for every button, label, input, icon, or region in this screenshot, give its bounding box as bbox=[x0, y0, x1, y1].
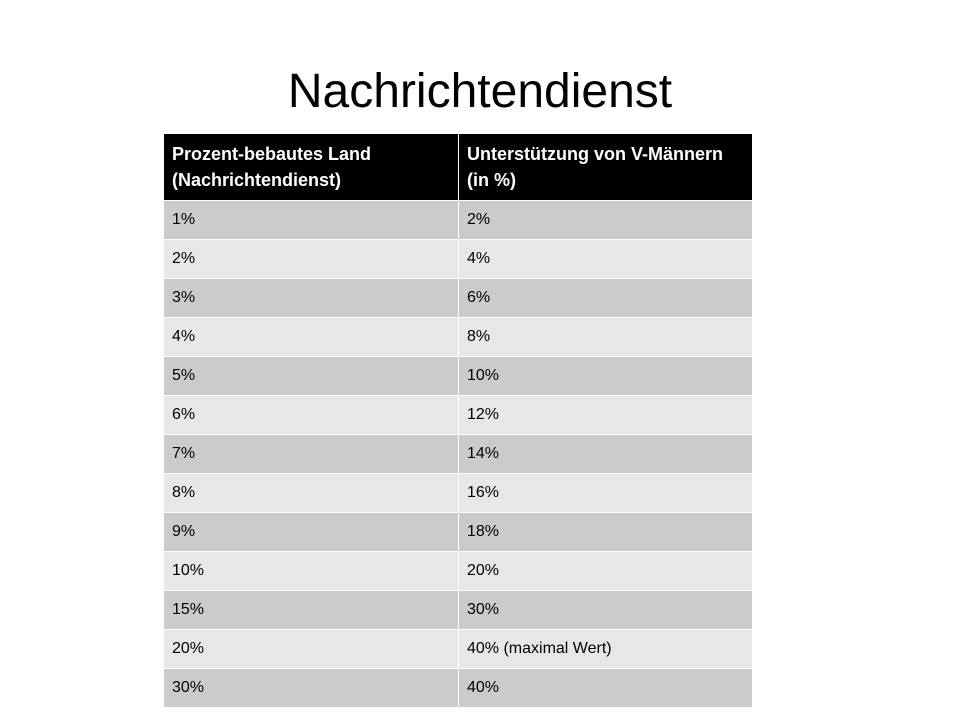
slide-title: Nachrichtendienst bbox=[287, 65, 673, 118]
table-cell: 20% bbox=[164, 630, 459, 669]
table-cell: 20% bbox=[459, 552, 753, 591]
table-cell: 7% bbox=[164, 435, 459, 474]
table-row bbox=[164, 630, 753, 669]
table-row bbox=[164, 201, 753, 240]
table-cell: 5% bbox=[164, 357, 459, 396]
table-cell: 1% bbox=[164, 201, 459, 240]
column-header-unterstuetzung: Unterstützung von V-Männern (in %) bbox=[459, 134, 753, 201]
data-table bbox=[163, 133, 753, 708]
table-row bbox=[164, 669, 753, 708]
table-row bbox=[164, 357, 753, 396]
table-cell: 4% bbox=[164, 318, 459, 357]
table-header-row bbox=[164, 134, 753, 201]
table-cell: 2% bbox=[164, 240, 459, 279]
table-row bbox=[164, 552, 753, 591]
table-cell: 4% bbox=[459, 240, 753, 279]
table-body bbox=[164, 201, 753, 708]
table-cell: 40% (maximal Wert) bbox=[459, 630, 753, 669]
table-cell: 16% bbox=[459, 474, 753, 513]
table-cell: 8% bbox=[164, 474, 459, 513]
table-cell: 40% bbox=[459, 669, 753, 708]
table-row bbox=[164, 591, 753, 630]
table-row bbox=[164, 435, 753, 474]
table-cell: 9% bbox=[164, 513, 459, 552]
table-cell: 18% bbox=[459, 513, 753, 552]
table-cell: 2% bbox=[459, 201, 753, 240]
table-header bbox=[164, 134, 753, 201]
table-cell: 30% bbox=[459, 591, 753, 630]
table-cell: 8% bbox=[459, 318, 753, 357]
column-header-bebautes-land: Prozent-bebautes Land (Nachrichtendienst) bbox=[164, 134, 459, 201]
table-row bbox=[164, 240, 753, 279]
table-cell: 6% bbox=[459, 279, 753, 318]
table-cell: 12% bbox=[459, 396, 753, 435]
table-cell: 14% bbox=[459, 435, 753, 474]
table-cell: 6% bbox=[164, 396, 459, 435]
table-cell: 15% bbox=[164, 591, 459, 630]
table-cell: 10% bbox=[164, 552, 459, 591]
table-cell: 3% bbox=[164, 279, 459, 318]
table-row bbox=[164, 474, 753, 513]
table-row bbox=[164, 279, 753, 318]
table-cell: 10% bbox=[459, 357, 753, 396]
table-row bbox=[164, 513, 753, 552]
table-cell: 30% bbox=[164, 669, 459, 708]
table-row bbox=[164, 318, 753, 357]
table-row bbox=[164, 396, 753, 435]
